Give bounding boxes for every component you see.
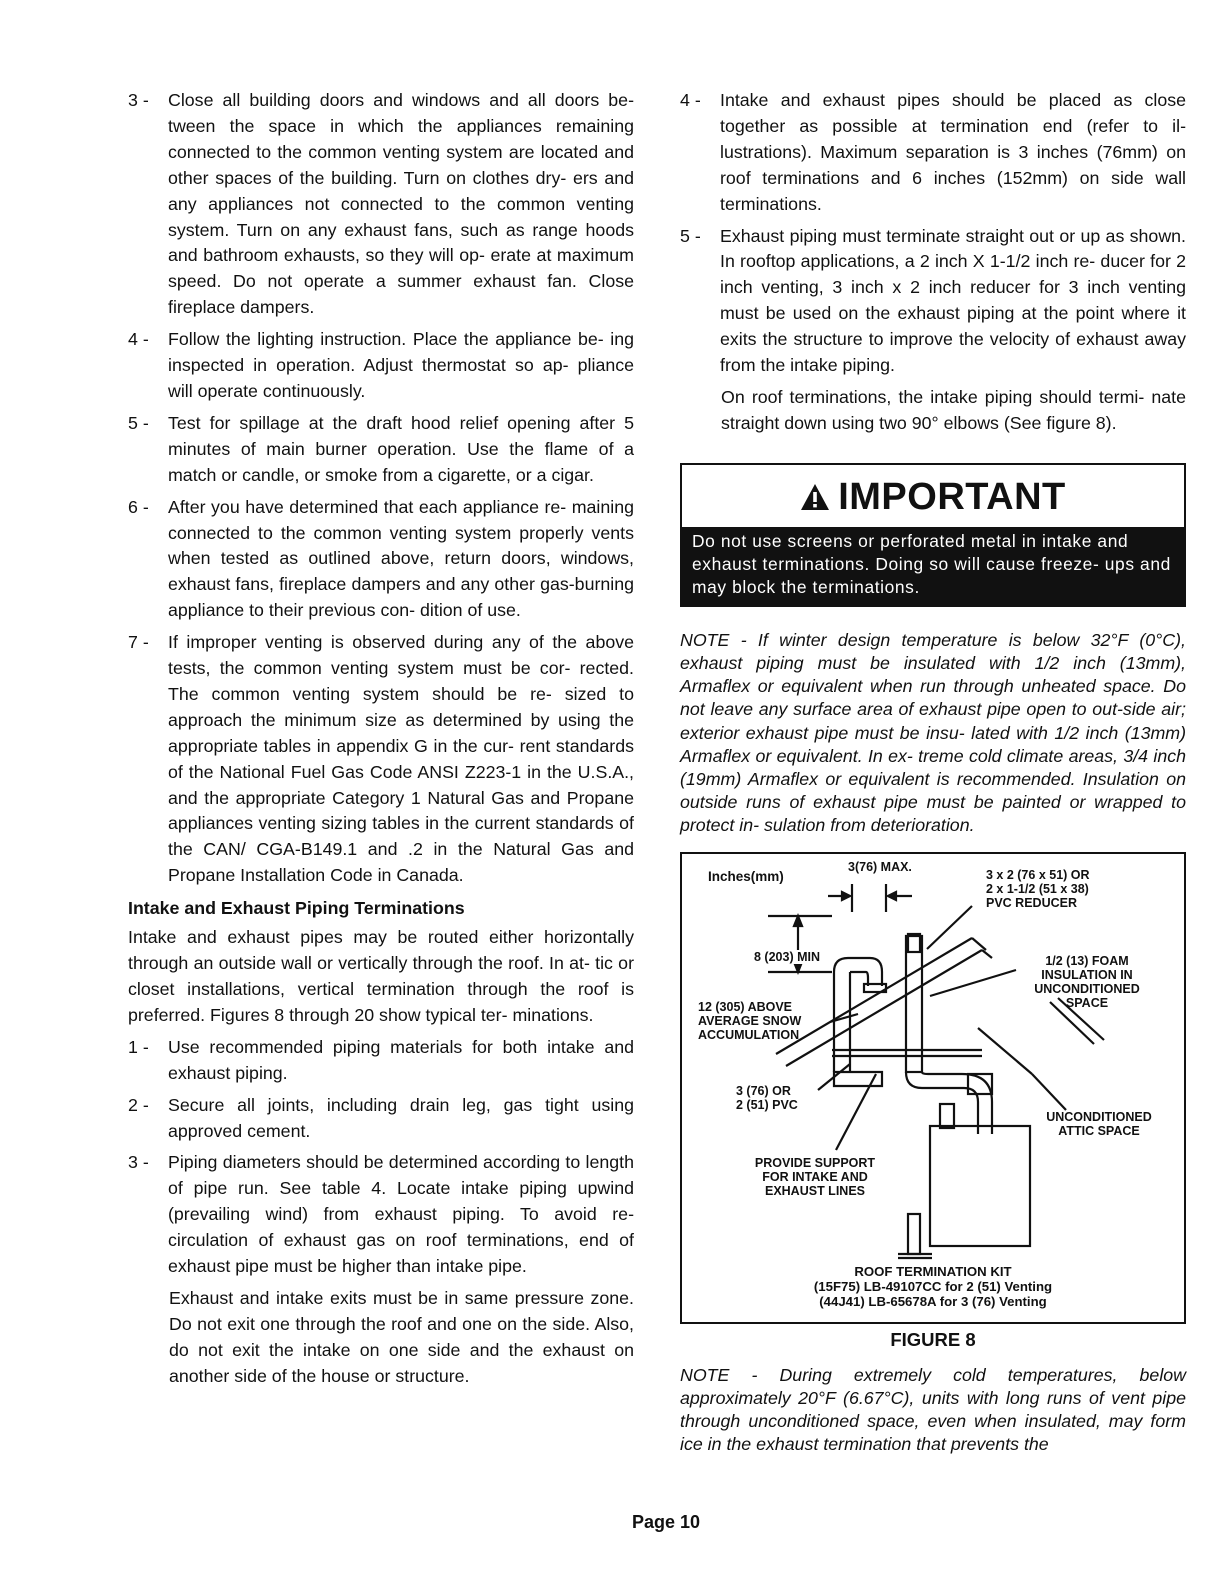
warning-triangle-icon — [800, 471, 830, 527]
pressure-zone-paragraph: Exhaust and intake exits must be in same pressure zone. Do not exit one through the roof and one on the side. Also, do not exit the intake on one side and the exhaust on another side of the house or structure. — [169, 1287, 634, 1386]
section-intro: Intake and exhaust pipes may be routed either horizontally through an outside wall or vertically through the roof. In at- tic or closet installations, vertical termination through the roof is preferred. Figures 8 through 20 show typical ter- minations. — [128, 927, 634, 1025]
snow-clearance-label: 12 (305) ABOVE AVERAGE SNOW ACCUMULATION — [698, 999, 802, 1042]
list-item-number: 2 - — [128, 1094, 154, 1115]
important-title-text: IMPORTANT — [838, 475, 1066, 518]
list-item — [128, 495, 634, 625]
pvc-size-label: 3 (76) OR 2 (51) PVC — [736, 1083, 798, 1112]
list-item-text: Close all building doors and windows and all doors be- tween the space in which the appliances remaining connected to the common venting system are located and other spaces of the building. Turn on clothes dry- ers and any appliances not connected to the common venting system. Turn on any exhaust fans, such as range hoods and bathroom exhausts, so they will op- erate at maximum speed. Do not operate a summer exhaust fan. Close fireplace dampers. — [168, 90, 634, 318]
list-item-number: 5 - — [680, 225, 706, 246]
list-item — [128, 411, 634, 489]
important-body: Do not use screens or perforated metal in intake and exhaust terminations. Doing so will cause freeze- ups and may block the terminations. — [682, 527, 1184, 605]
cold-temperature-note: NOTE - During extremely cold temperatures, below approximately 20°F (6.67°C), units with long runs of vent pipe through unconditioned space, even when insulated, may form ice in the exhaust termination that prevents the — [680, 1364, 1186, 1455]
list-item — [128, 88, 634, 321]
list-item — [128, 1035, 634, 1087]
units-label: Inches(mm) — [708, 868, 784, 884]
list-item-number: 4 - — [128, 329, 154, 350]
list-item-number: 3 - — [128, 90, 154, 110]
termination-kit-label: ROOF TERMINATION KIT (15F75) LB-49107CC for 2 (51) Venting (44J41) LB-65678A for 3 (76) Venting — [813, 1263, 1053, 1309]
list-item-text: Exhaust piping must terminate straight out or up as shown. In rooftop applications, a 2 inch X 1-1/2 inch re- ducer for 2 inch venting, 3 inch x 2 inch reducer for 3 inch venting must be used on the exhaust piping at the point where it exits the structure to improve the velocity of exhaust away from the intake piping. — [720, 225, 1186, 376]
left-column — [128, 88, 634, 1396]
list-item-number: 4 - — [680, 90, 706, 110]
list-item-text: Piping diameters should be determined according to length of pipe run. See table 4. Locate intake piping upwind (prevailing wind) from exhaust piping. To avoid re-circulation of exhaust gas on roof terminations, end of exhaust pipe must be higher than intake pipe. — [168, 1152, 634, 1277]
attic-space-label: UNCONDITIONED ATTIC SPACE — [1046, 1109, 1152, 1138]
page-number: Page 10 — [631, 1512, 701, 1532]
list-item-text: After you have determined that each appliance re- maining connected to the common venting system properly vents when tested as outlined above, return doors, windows, exhaust fans, fireplace dampers and any other gas-burning appliance to their previous con- dition of use. — [168, 496, 634, 621]
list-item-text: Intake and exhaust pipes should be placed as close together as possible at termination end (refer to il- lustrations). Maximum separation is 3 inches (76mm) on roof terminations and 6 inches (152mm) on side wall terminations. — [720, 90, 1186, 214]
foam-insulation-label: 1/2 (13) FOAM INSULATION IN UNCONDITIONED SPACE — [1034, 953, 1140, 1010]
winter-note: NOTE - If winter design temperature is below 32°F (0°C), exhaust piping must be insulated with 1/2 inch (13mm), Armaflex or equivalent when run through unheated space. Do not leave any surface area of exhaust pipe open to out-side air; exterior exhaust pipe must be insu- lated with 1/2 inch (13mm) Armaflex or equivalent. In ex- treme cold climate areas, 3/4 inch (19mm) Armaflex or equivalent is recommended. Insulation on outside runs of exhaust pipe must be painted or wrapped to protect in- sulation from deterioration. — [680, 629, 1186, 836]
important-title — [682, 465, 1184, 527]
roof-termination-paragraph: On roof terminations, the intake piping should termi- nate straight down using two 90° elbows (See figure 8). — [721, 386, 1186, 433]
important-notice — [680, 463, 1186, 607]
list-item — [680, 224, 1186, 379]
list-item-number: 1 - — [128, 1036, 154, 1057]
reducer-label: 3 x 2 (76 x 51) OR 2 x 1-1/2 (51 x 38) PVC REDUCER — [986, 867, 1090, 910]
list-item — [128, 630, 634, 889]
min-height-label: 8 (203) MIN — [754, 949, 820, 964]
list-item — [128, 1093, 634, 1145]
section-heading: Intake and Exhaust Piping Terminations — [128, 898, 465, 919]
list-item-text: Follow the lighting instruction. Place the appliance be- ing inspected in operation. Adjust thermostat so ap- pliance will operate continuously. — [168, 329, 634, 401]
support-label: PROVIDE SUPPORT FOR INTAKE AND EXHAUST LINES — [754, 1155, 876, 1198]
termination-steps — [680, 88, 1186, 379]
list-item-number: 6 - — [128, 496, 154, 517]
right-column — [680, 88, 1186, 1456]
venting-test-steps — [128, 88, 634, 889]
list-item-number: 5 - — [128, 412, 154, 433]
max-separation-label: 3(76) MAX. — [848, 859, 912, 874]
list-item-text: Test for spillage at the draft hood relief opening after 5 minutes of main burner operation. Use the flame of a match or candle, or smoke from a cigarette, or a cigar. — [168, 412, 634, 485]
list-item-number: 3 - — [128, 1152, 154, 1173]
piping-steps — [128, 1035, 634, 1280]
list-item-number: 7 - — [128, 632, 154, 653]
list-item-text: If improper venting is observed during any of the above tests, the common venting system must be cor- rected. The common venting system should be re- sized to approach the minimum size as determined by using the appropriate tables in appendix G in the cur- rent standards of the National Fuel Gas Code ANSI Z223-1 in the U.S.A., and the appropriate Category 1 Natural Gas and Propane appliances venting sizing tables in the current standards of the CAN/ CGA-B149.1 and .2 in the Natural Gas and Propane Installation Code in Canada. — [168, 632, 634, 886]
list-item-text: Secure all joints, including drain leg, gas tight using approved cement. — [168, 1094, 634, 1141]
list-item — [680, 88, 1186, 218]
list-item-text: Use recommended piping materials for both intake and exhaust piping. — [168, 1036, 634, 1083]
figure-caption: FIGURE 8 — [890, 1328, 976, 1350]
figure-8-diagram — [680, 852, 1186, 1324]
list-item — [128, 1150, 634, 1280]
list-item — [128, 327, 634, 405]
